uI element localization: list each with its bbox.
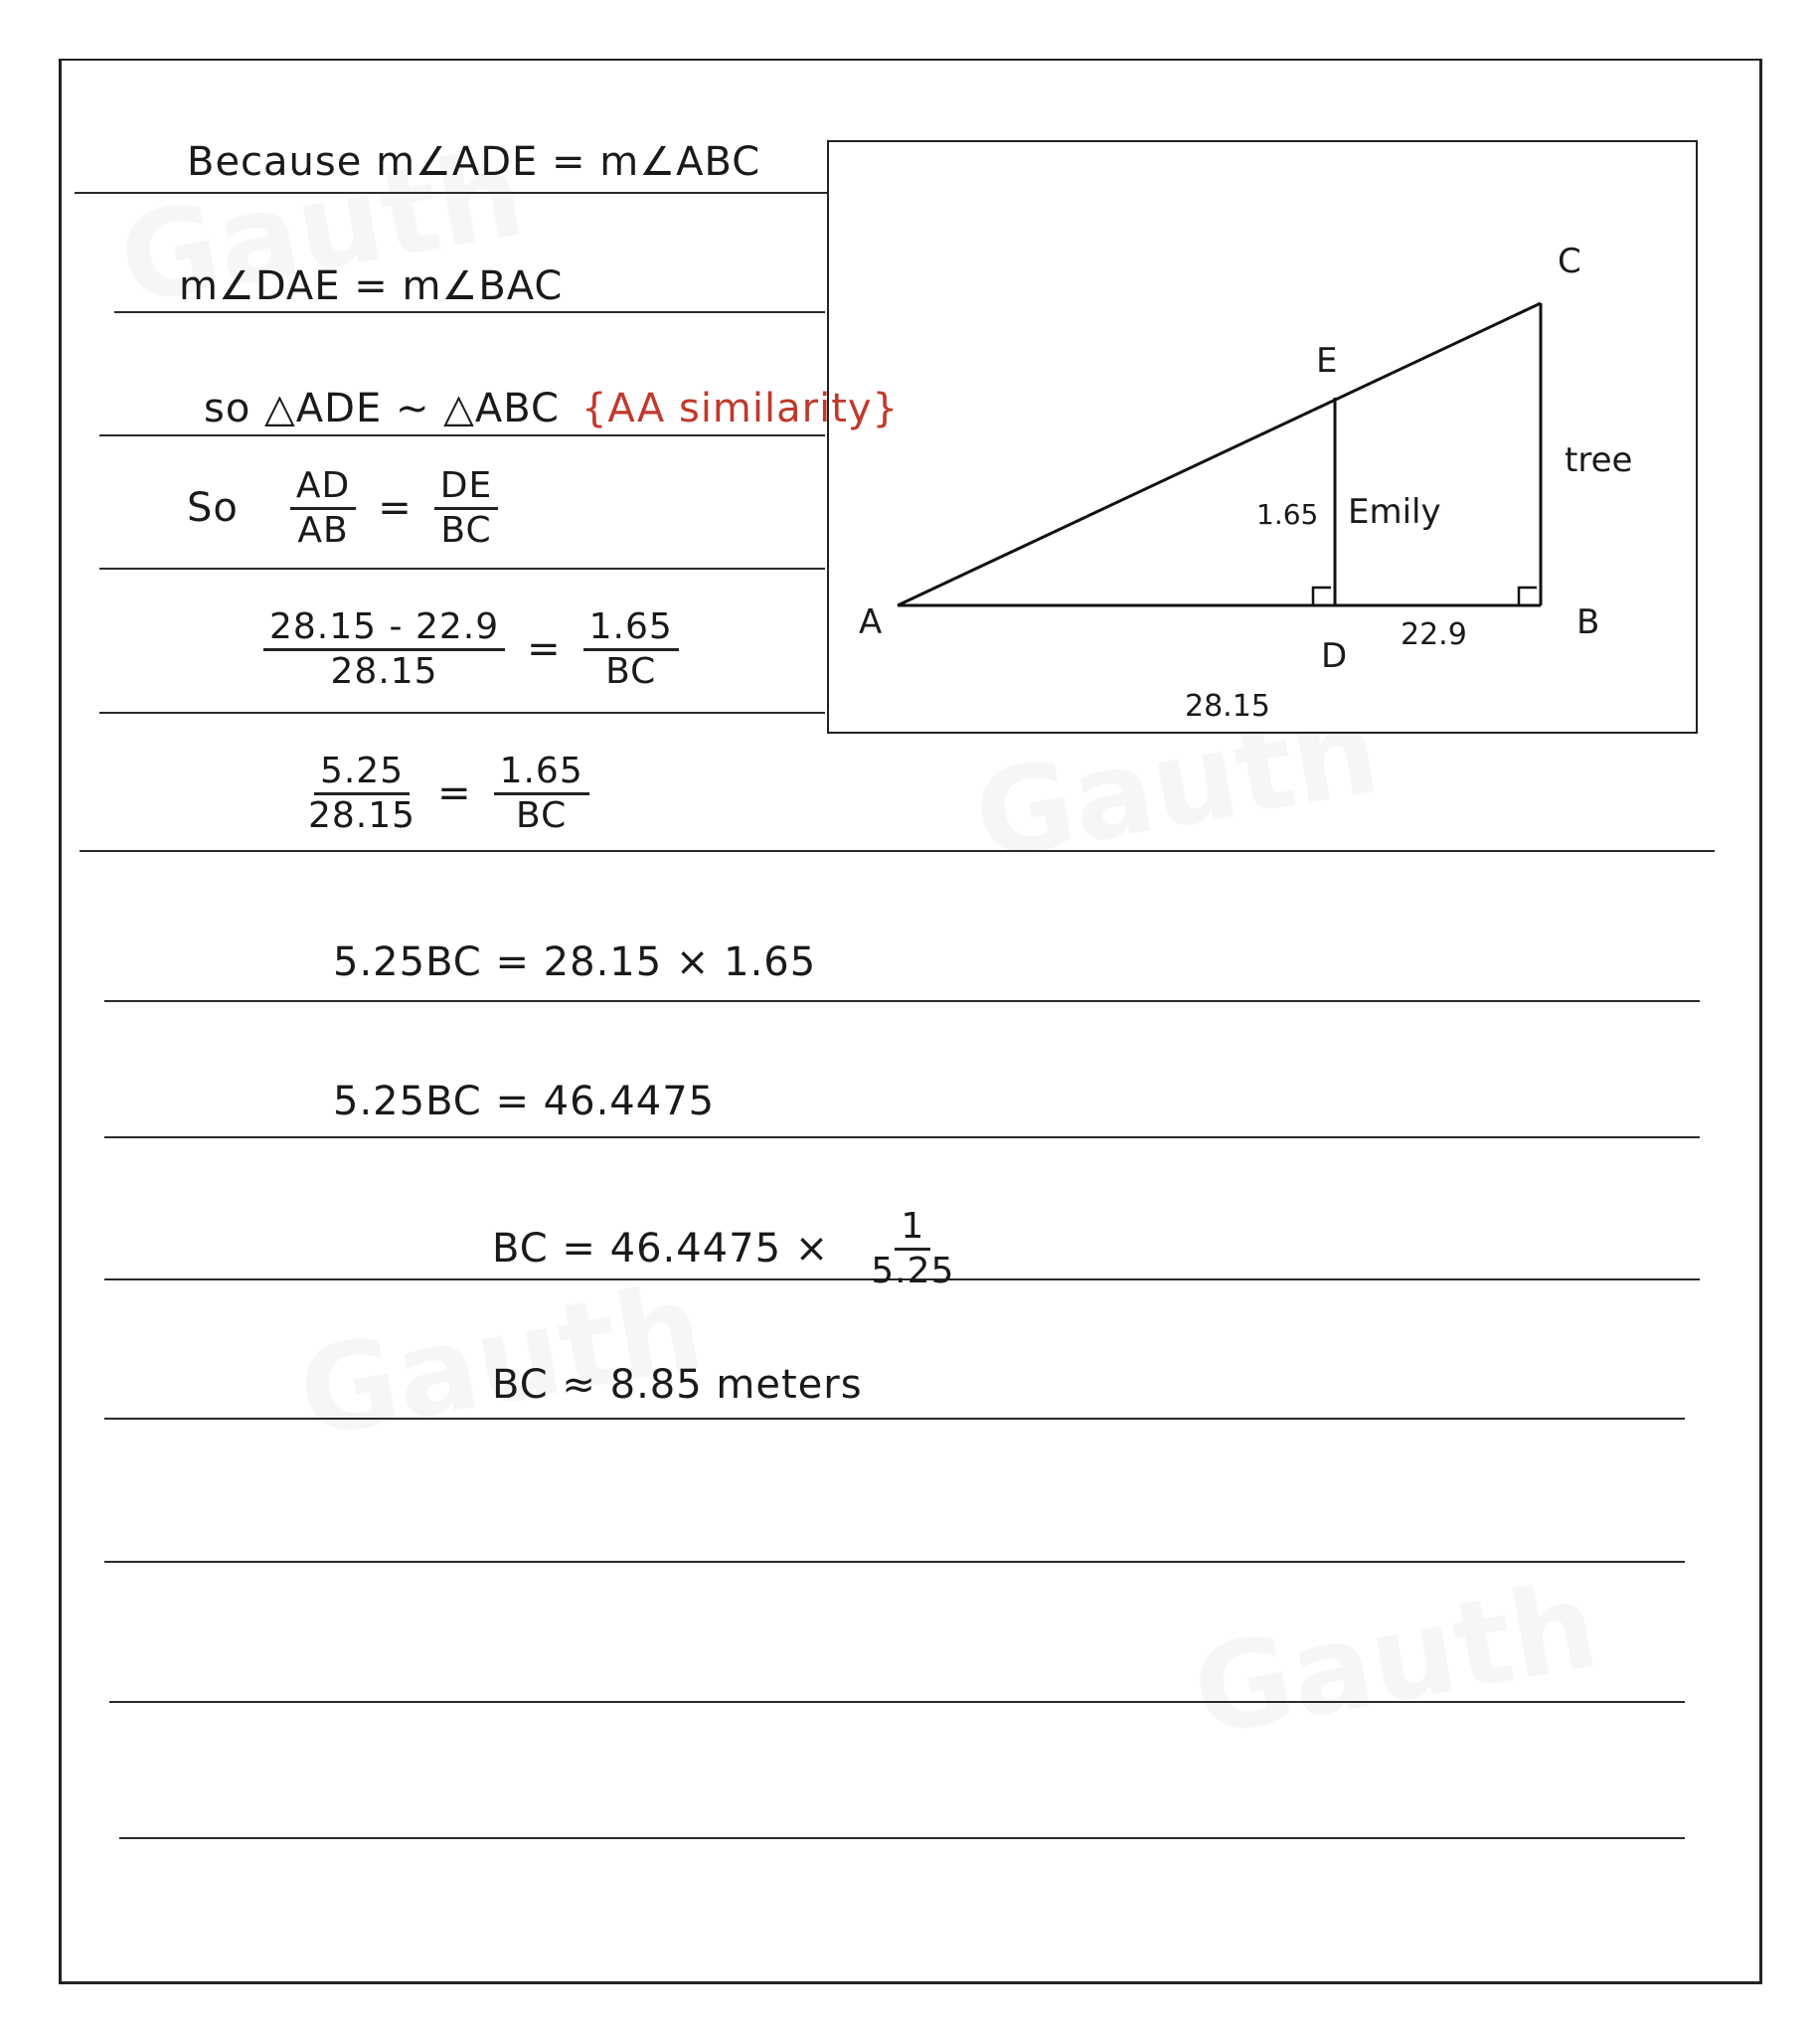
ruled-line — [104, 1136, 1700, 1138]
ruled-line — [80, 850, 1715, 852]
ruled-line — [119, 1837, 1685, 1839]
fraction — [494, 753, 589, 835]
vertex-d-label: D — [1321, 636, 1348, 676]
equals-sign: = — [437, 770, 472, 817]
fraction — [263, 608, 505, 691]
step-text: m∠DAE = m∠BAC — [179, 263, 564, 309]
fraction — [434, 467, 498, 550]
ruled-line — [99, 712, 825, 714]
numerator: 5.25 — [314, 753, 410, 795]
ruled-line — [104, 1561, 1685, 1563]
emily-label: Emily — [1348, 492, 1441, 532]
numerator: 1.65 — [583, 608, 679, 651]
right-angle-d — [1313, 588, 1331, 605]
de-length-label: 1.65 — [1256, 498, 1319, 531]
step-5-substitute — [263, 608, 679, 691]
denominator: 28.15 — [330, 650, 438, 692]
denominator: BC — [516, 794, 568, 836]
step-prefix: So — [187, 485, 239, 532]
step-text: Because m∠ADE = m∠ABC — [187, 139, 761, 185]
ruled-line — [104, 1000, 1700, 1002]
denominator: 5.25 — [871, 1250, 955, 1291]
step-7-cross-multiply — [333, 939, 816, 985]
triangle-figure — [829, 142, 1696, 732]
vertex-c-label: C — [1558, 242, 1581, 281]
step-1-angle-equality — [187, 139, 760, 185]
triangle-diagram — [827, 140, 1698, 734]
step-3-similarity — [204, 386, 899, 431]
hypotenuse-ac — [898, 303, 1541, 605]
final-answer: BC ≈ 8.85 meters — [492, 1362, 863, 1408]
ruled-line — [109, 1701, 1685, 1703]
fraction — [290, 467, 356, 550]
step-4-ratio — [187, 467, 498, 550]
vertex-e-label: E — [1316, 341, 1338, 381]
right-angle-b — [1519, 588, 1537, 605]
numerator: DE — [434, 467, 498, 510]
similarity-reason: {AA similarity} — [580, 386, 899, 431]
numerator: 1 — [895, 1208, 930, 1251]
step-9-solve — [492, 1208, 954, 1290]
equals-sign: = — [378, 485, 413, 532]
ab-length-label: 28.15 — [1185, 689, 1270, 724]
numerator: 1.65 — [494, 753, 589, 795]
ruled-line — [75, 192, 830, 194]
step-text: 5.25BC = 46.4475 — [333, 1079, 716, 1124]
ruled-line — [114, 311, 825, 313]
step-8-product — [333, 1079, 715, 1124]
ruled-line — [104, 1418, 1685, 1420]
step-2-angle-equality — [179, 263, 563, 309]
denominator: BC — [605, 650, 657, 692]
denominator: BC — [440, 509, 492, 551]
numerator: AD — [290, 467, 356, 510]
step-text: 5.25BC = 28.15 × 1.65 — [333, 939, 817, 985]
step-10-answer — [492, 1362, 863, 1408]
equals-sign: = — [527, 626, 562, 673]
denominator: AB — [297, 509, 349, 551]
vertex-b-label: B — [1576, 602, 1600, 642]
numerator: 28.15 - 22.9 — [263, 608, 505, 651]
denominator: 28.15 — [308, 794, 416, 836]
ruled-line — [99, 434, 825, 436]
db-length-label: 22.9 — [1401, 617, 1467, 652]
step-text: BC = 46.4475 × — [492, 1226, 830, 1272]
vertex-a-label: A — [859, 602, 883, 642]
fraction — [583, 608, 679, 691]
ruled-line — [99, 568, 825, 570]
step-text: so △ADE ~ △ABC — [204, 386, 560, 431]
fraction — [308, 753, 415, 835]
tree-label: tree — [1565, 440, 1633, 480]
fraction — [871, 1208, 954, 1290]
step-6-simplify — [308, 753, 589, 835]
